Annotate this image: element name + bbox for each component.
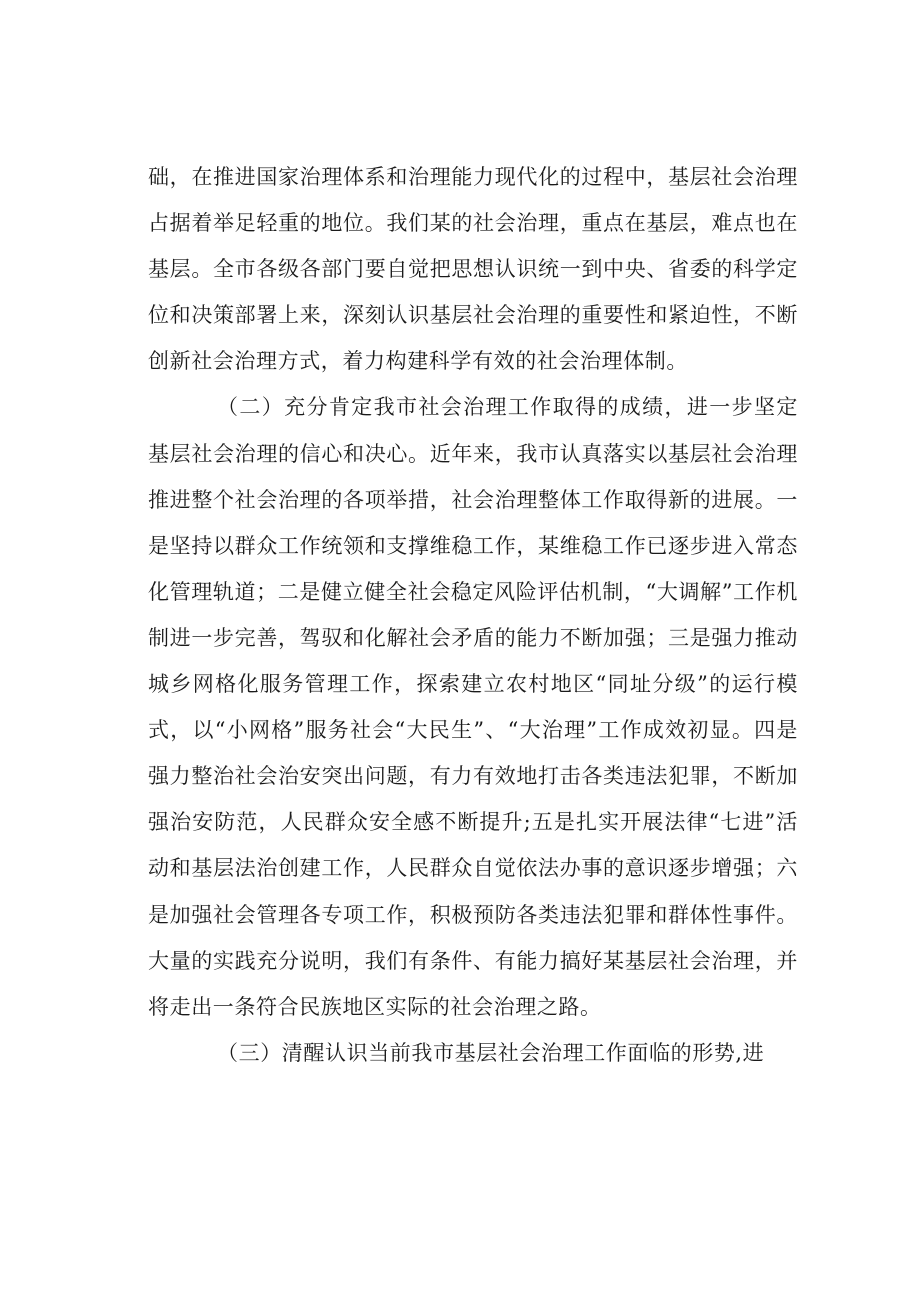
paragraph-section-two: （二）充分肯定我市社会治理工作取得的成绩，进一步坚定基层社会治理的信心和决心。近年来，我市认真落实以基层社会治理推进整个社会治理的各项举措，社会治理整体工作取得新的进展。一是坚持以群众工作统领和支撑维稳工作，某维稳工作已逐步进入常态化管理轨道；二是健立健全社会稳定风险评估机制，“大调解”工作机制进一步完善，驾驭和化解社会矛盾的能力不断加强；三是强力推动城乡网格化服务管理工作，探索建立农村地区“同址分级”的运行模式，以“小网格”服务社会“大民生”、“大治理”工作成效初显。四是强力整治社会治安突出问题，有力有效地打击各类违法犯罪，不断加强治安防范，人民群众安全感不断提升;五是扎实开展法律“七进”活动和基层法治创建工作，人民群众自觉依法办事的意识逐步增强；六是加强社会管理各专项工作，积极预防各类违法犯罪和群体性事件。大量的实践充分说明，我们有条件、有能力搞好某基层社会治理，并将走出一条符合民族地区实际的社会治理之路。	[148, 395, 798, 1019]
paragraph-section-three: （三）清醒认识当前我市基层社会治理工作面临的形势,进	[217, 1040, 765, 1065]
paragraph-continued: 础，在推进国家治理体系和治理能力现代化的过程中，基层社会治理占据着举足轻重的地位。我们某的社会治理，重点在基层，难点也在基层。全市各级各部门要自觉把思想认识统一到中央、省委的科学定位和决策部署上来，深刻认识基层社会治理的重要性和紧迫性，不断创新社会治理方式，着力构建科学有效的社会治理体制。	[148, 165, 798, 374]
document-body	[148, 154, 798, 1076]
